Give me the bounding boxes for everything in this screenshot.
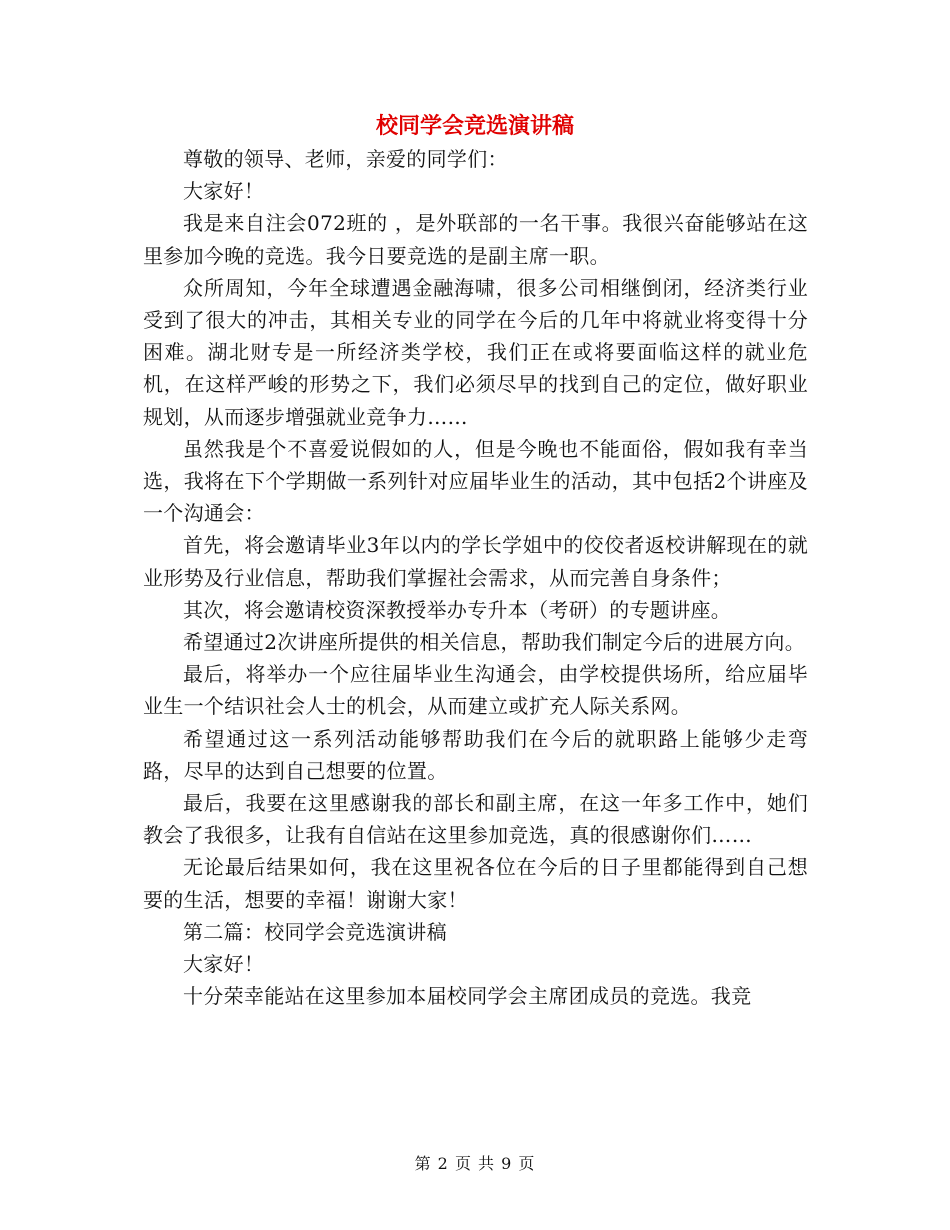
paragraph: 其次，将会邀请校资深教授举办专升本（考研）的专题讲座。 xyxy=(183,597,732,622)
paragraph: 大家好！ xyxy=(183,952,265,977)
paragraph: 无论最后结果如何，我在这里祝各位在今后的日子里都能得到自己想要的生活，想要的幸福！谢谢大家！ xyxy=(143,855,808,912)
page-footer: 第 2 页 共 9 页 xyxy=(414,1154,536,1173)
document-body xyxy=(143,143,808,1012)
paragraph: 众所周知，今年全球遭遇金融海啸，很多公司相继倒闭，经济类行业受到了很大的冲击，其相关专业的同学在今后的几年中将就业将变得十分困难。湖北财专是一所经济类学校，我们正在或将要面临这样的就业危机，在这样严峻的形势之下，我们必须尽早的找到自己的定位，做好职业规划，从而逐步增强就业竞争力…… xyxy=(143,275,808,429)
paragraph: 虽然我是个不喜爱说假如的人，但是今晚也不能面俗，假如我有幸当选，我将在下个学期做一系列针对应届毕业生的活动，其中包括2个讲座及一个沟通会： xyxy=(143,436,808,526)
section-heading: 第二篇：校同学会竞选演讲稿 xyxy=(183,919,447,944)
paragraph: 最后，将举办一个应往届毕业生沟通会，由学校提供场所，给应届毕业生一个结识社会人士的机会，从而建立或扩充人际关系网。 xyxy=(143,662,808,719)
paragraph: 希望通过2次讲座所提供的相关信息，帮助我们制定今后的进展方向。 xyxy=(183,630,806,655)
paragraph: 我是来自注会072班的 ，是外联部的一名干事。我很兴奋能够站在这里参加今晚的竞选。我今日要竞选的是副主席一职。 xyxy=(143,211,808,268)
paragraph: 首先，将会邀请毕业3年以内的学长学姐中的佼佼者返校讲解现在的就业形势及行业信息，帮助我们掌握社会需求，从而完善自身条件； xyxy=(143,533,808,590)
paragraph: 最后，我要在这里感谢我的部长和副主席，在这一年多工作中，她们教会了我很多，让我有自信站在这里参加竞选，真的很感谢你们…… xyxy=(143,791,808,848)
paragraph: 十分荣幸能站在这里参加本届校同学会主席团成员的竞选。我竞 xyxy=(183,984,752,1009)
paragraph: 希望通过这一系列活动能够帮助我们在今后的就职路上能够少走弯路，尽早的达到自己想要的位置。 xyxy=(143,726,808,783)
paragraph: 大家好！ xyxy=(183,179,265,204)
page-title: 校同学会竞选演讲稿 xyxy=(375,113,574,139)
paragraph: 尊敬的领导、老师，亲爱的同学们： xyxy=(183,147,508,171)
